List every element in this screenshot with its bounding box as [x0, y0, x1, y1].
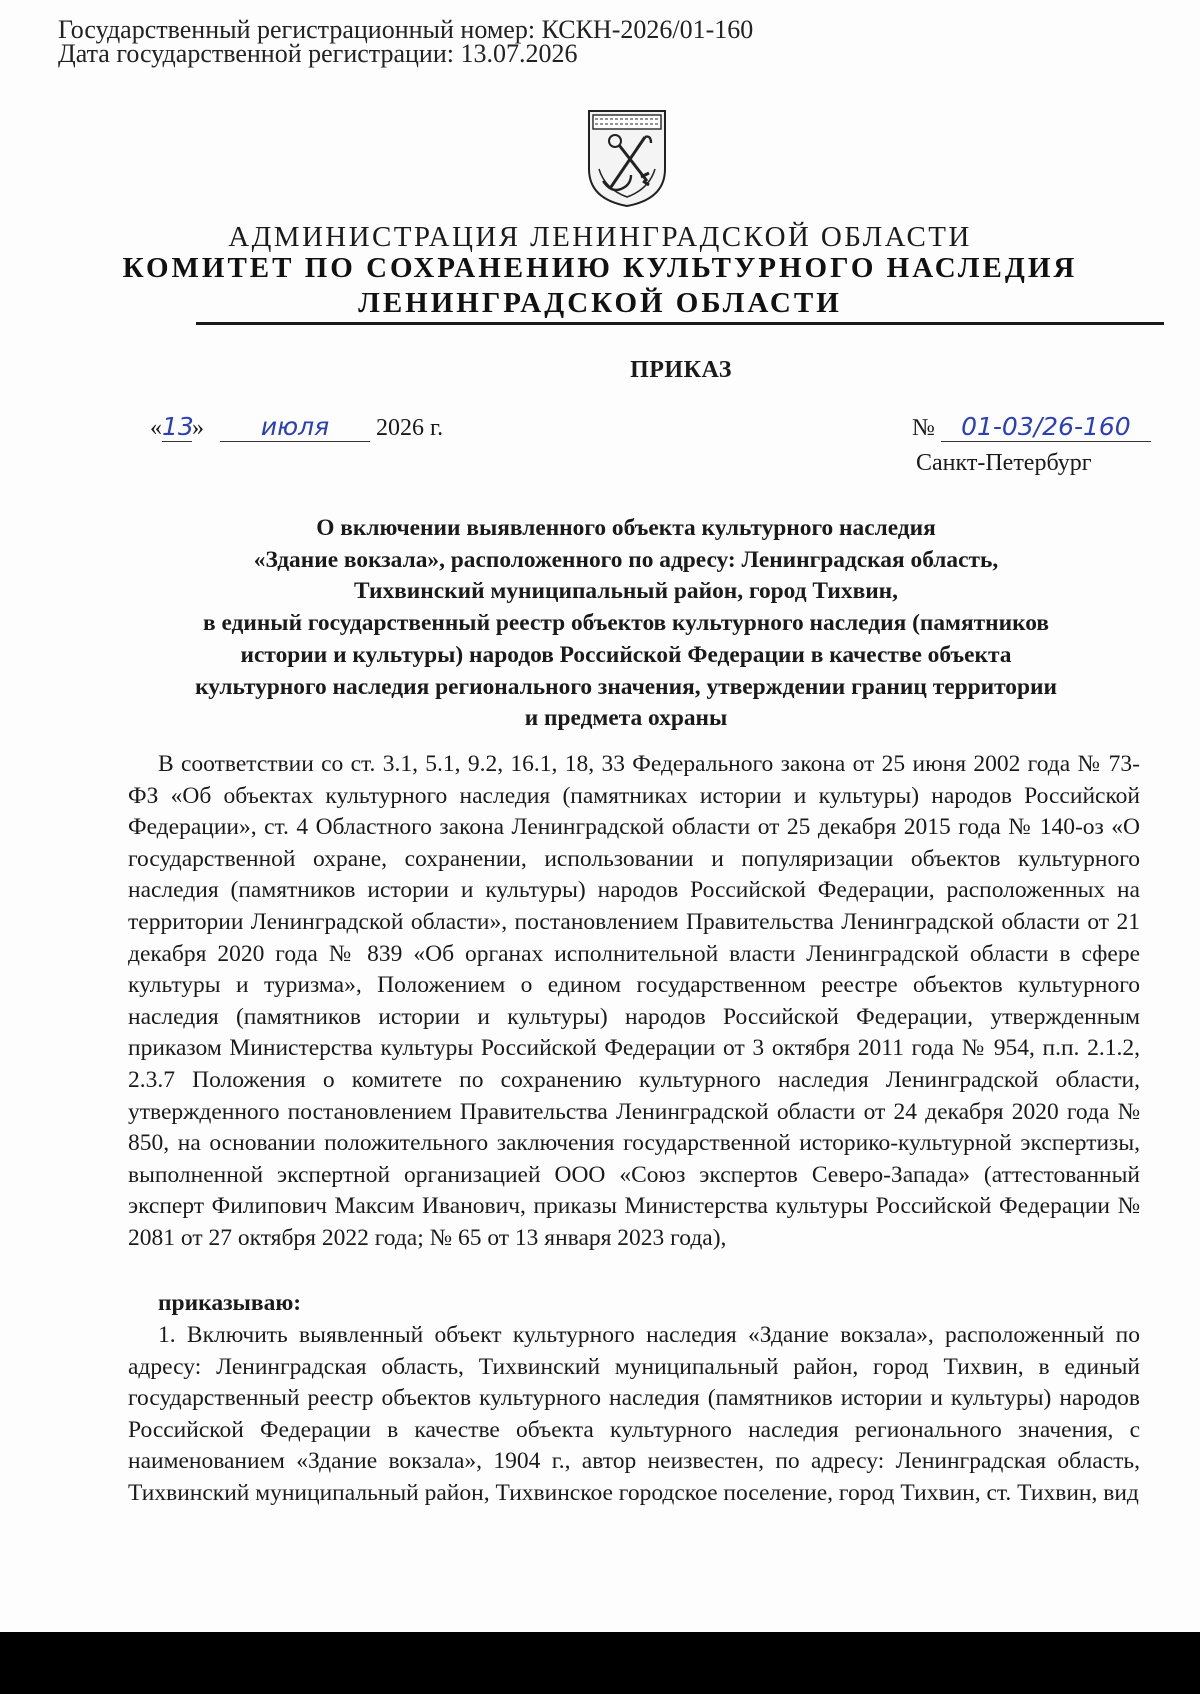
registration-block [58, 15, 754, 68]
subject-line: истории и культуры) народов Российской Федерации в качестве объекта [240, 641, 1012, 668]
order-directive-word: приказываю: [158, 1290, 302, 1316]
date-quote-close: » [192, 415, 204, 441]
subject-line: культурного наследия регионального значения, утверждении границ территории [195, 673, 1057, 700]
order-subject [112, 513, 1140, 735]
subject-line: «Здание вокзала», расположенного по адресу: Ленинградская область, [253, 546, 999, 573]
committee-name-line2: ЛЕНИНГРАДСКОЙ ОБЛАСТИ [358, 287, 842, 319]
order-number: 01-03/26-160 [941, 412, 1151, 442]
order-date [150, 412, 443, 442]
administration-name: АДМИНИСТРАЦИЯ ЛЕНИНГРАДСКОЙ ОБЛАСТИ [228, 221, 972, 253]
order-city: Санкт-Петербург [916, 450, 1092, 476]
scan-bottom-border [0, 1632, 1200, 1694]
leningrad-oblast-coat-of-arms-icon [585, 107, 669, 209]
header-divider [196, 322, 1164, 325]
committee-name-line1: КОМИТЕТ ПО СОХРАНЕНИЮ КУЛЬТУРНОГО НАСЛЕДИЯ [122, 252, 1078, 284]
registration-date: Дата государственной регистрации: 13.07.2026 [58, 39, 578, 68]
order-title: ПРИКАЗ [630, 357, 732, 383]
subject-line: в единый государственный реестр объектов культурного наследия (памятников [202, 610, 1050, 637]
date-quote-open: « [150, 415, 162, 441]
order-item-1: 1. Включить выявленный объект культурного наследия «Здание вокзала», расположенный по адресу: Ленинградская область, Тихвинский муниципальный район, город Тихвин, в единый государственный реестр объектов культурного наследия (памятников истории и культуры) народов Российской Федерации в качестве объекта культурного наследия регионального значения, с наименованием «Здание вокзала», 1904 г., автор неизвестен, по адресу: Ленинградская область, Тихвинский муниципальный район, Тихвинское городское поселение, город Тихвин, ст. Тихвин, вид [128, 1322, 1140, 1506]
order-month: июля [220, 412, 370, 442]
preamble-paragraph: В соответствии со ст. 3.1, 5.1, 9.2, 16.1, 18, 33 Федерального закона от 25 июня 2002 года № 73-ФЗ «Об объектах культурного наследия (памятниках истории и культуры) народов Российской Федерации», ст. 4 Областного закона Ленинградской области от 25 декабря 2015 года № 140-оз «О государственной охране, сохранении, использовании и популяризации объектов культурного наследия (памятников истории и культуры) народов Российской Федерации, расположенных на территории Ленинградской области», постановлением Правительства Ленинградской области от 21 декабря 2020 года № 839 «Об органах исполнительной власти Ленинградской области в сфере культуры и туризма», Положением о едином государственном реестре объектов культурного наследия (памятников истории и культуры) народов Российской Федерации, утвержденным приказом Министерства культуры Российской Федерации от 3 октября 2011 года № 954, п.п. 2.1.2, 2.3.7 Положения о комитете по сохранению культурного наследия Ленинградской области, утвержденного постановлением Правительства Ленинградской области от 24 декабря 2020 года № 850, на основании положительного заключения государственной историко-культурной экспертизы, выполненной экспертной организацией ООО «Союз экспертов Северо-Запада» (аттестованный эксперт Филипович Максим Иванович, приказы Министерства культуры Российской Федерации № 2081 от 27 октября 2022 года; № 65 от 13 января 2023 года), [128, 751, 1140, 1251]
order-day: 13 [162, 412, 194, 441]
subject-line: и предмета охраны [524, 705, 728, 732]
subject-line: О включении выявленного объекта культурного наследия [316, 515, 936, 541]
order-number-prefix: № [912, 415, 935, 441]
subject-line: Тихвинский муниципальный район, город Тихвин, [353, 578, 899, 605]
registration-number: Государственный регистрационный номер: КСКН-2026/01-160 [58, 15, 754, 44]
order-number-line [912, 412, 1151, 442]
order-year: 2026 г. [376, 415, 444, 441]
